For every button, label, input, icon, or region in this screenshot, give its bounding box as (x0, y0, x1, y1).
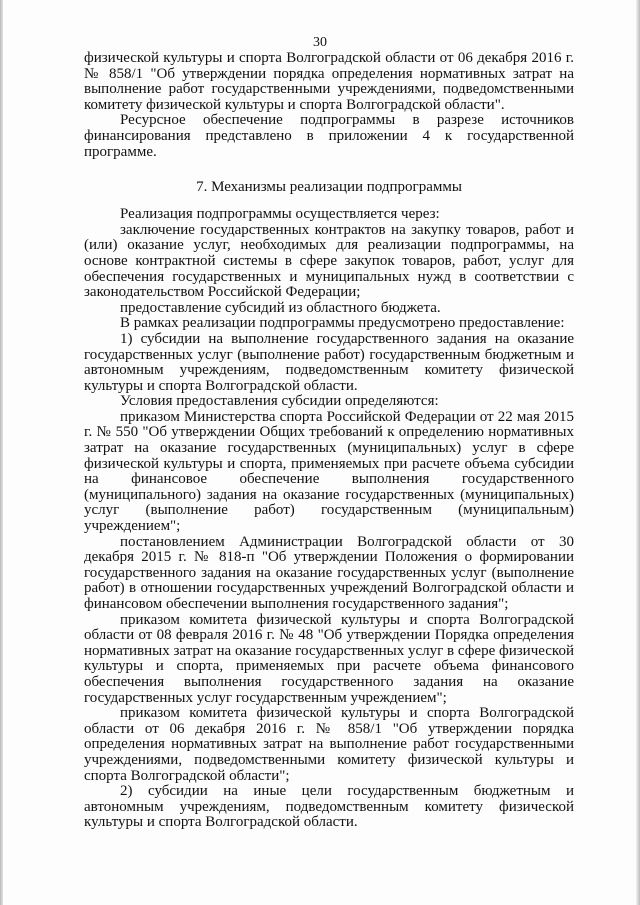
document-body (84, 51, 574, 831)
paragraph-subsidies: предоставление субсидий из областного бюджета. (120, 299, 441, 316)
paragraph-resolution-administration: постановлением Администрации Волгоградской области от 30 декабря 2015 г. № 818-п "Об утверждении Положения о формировании государственного задания на оказание государственных услуг (выполнение работ) в отношении государственных учреждений Волгоградской области и финансовом обеспечении выполнения государственного задания"; (84, 533, 574, 612)
paragraph-conditions: Условия предоставления субсидии определяются: (120, 393, 439, 410)
paragraph-order-committee-48: приказом комитета физической культуры и спорта Волгоградской области от 08 февраля 2016 г. № 48 "Об утверждении Порядка определения нормативных затрат на оказание государственных услуг в сфере физической культуры и спорта, применяемых при расчете объема финансового обеспечения выполнения государственного задания на оказание государственных услуг государственным учреждением"; (84, 611, 574, 706)
paragraph-implementation-intro: Реализация подпрограммы осуществляется через: (120, 206, 440, 223)
paragraph-contracts: заключение государственных контрактов на закупку товаров, работ и (или) оказание услуг, необходимых для реализации подпрограммы, на основе контрактной системы в сфере закупок товаров, работ, услуг для обеспечения государственных и муниципальных нужд в соответствии с законодательством Российской Федерации; (84, 221, 574, 301)
paragraph-order-committee-858: приказом комитета физической культуры и спорта Волгоградской области от 06 декабря 2016 г. № 858/1 "Об утверждении порядка определения нормативных затрат на выполнение работ государственными учреждениями, подведомственными комитету физической культуры и спорта Волгоградской области"; (84, 705, 574, 784)
paragraph-continuation: физической культуры и спорта Волгоградской области от 06 декабря 2016 г. № 858/1 "Об утверждении порядка определения нормативных затрат на выполнение работ государственными учреждениями, подведомственными комитету физической культуры и спорта Волгоградской области". (84, 50, 574, 113)
paragraph-framework: В рамках реализации подпрограммы предусмотрено предоставление: (120, 315, 565, 332)
paragraph-subsidy-2: 2) субсидии на иные цели государственным бюджетным и автономным учреждениям, подведомственным комитету физической культуры и спорта Волгоградской области. (84, 783, 574, 831)
scan-edge-right (636, 0, 640, 905)
paragraph-resource-provision: Ресурсное обеспечение подпрограммы в разрезе источников финансирования представлено в приложении 4 к государственной программе. (84, 112, 574, 160)
paragraph-order-ministry: приказом Министерства спорта Российской Федерации от 22 мая 2015 г. № 550 "Об утверждении Общих требований к определению нормативных затрат на оказание государственных (муниципальных) услуг в сфере физической культуры и спорта, применяемых при расчете объема субсидии на финансовое обеспечение выполнения государственного (муниципального) задания на оказание государственных (муниципальных) услуг (выполнение работ) государственным (муниципальным) учреждением"; (84, 408, 574, 535)
page-number: 30 (313, 35, 327, 50)
section-heading: 7. Механизмы реализации подпрограммы (196, 179, 462, 196)
paragraph-subsidy-1: 1) субсидии на выполнение государственного задания на оказание государственных услуг (выполнение работ) государственным бюджетным и автономным учреждениям, подведомственным комитету физической культуры и спорта Волгоградской области. (84, 330, 574, 394)
scan-edge-left (0, 0, 3, 905)
